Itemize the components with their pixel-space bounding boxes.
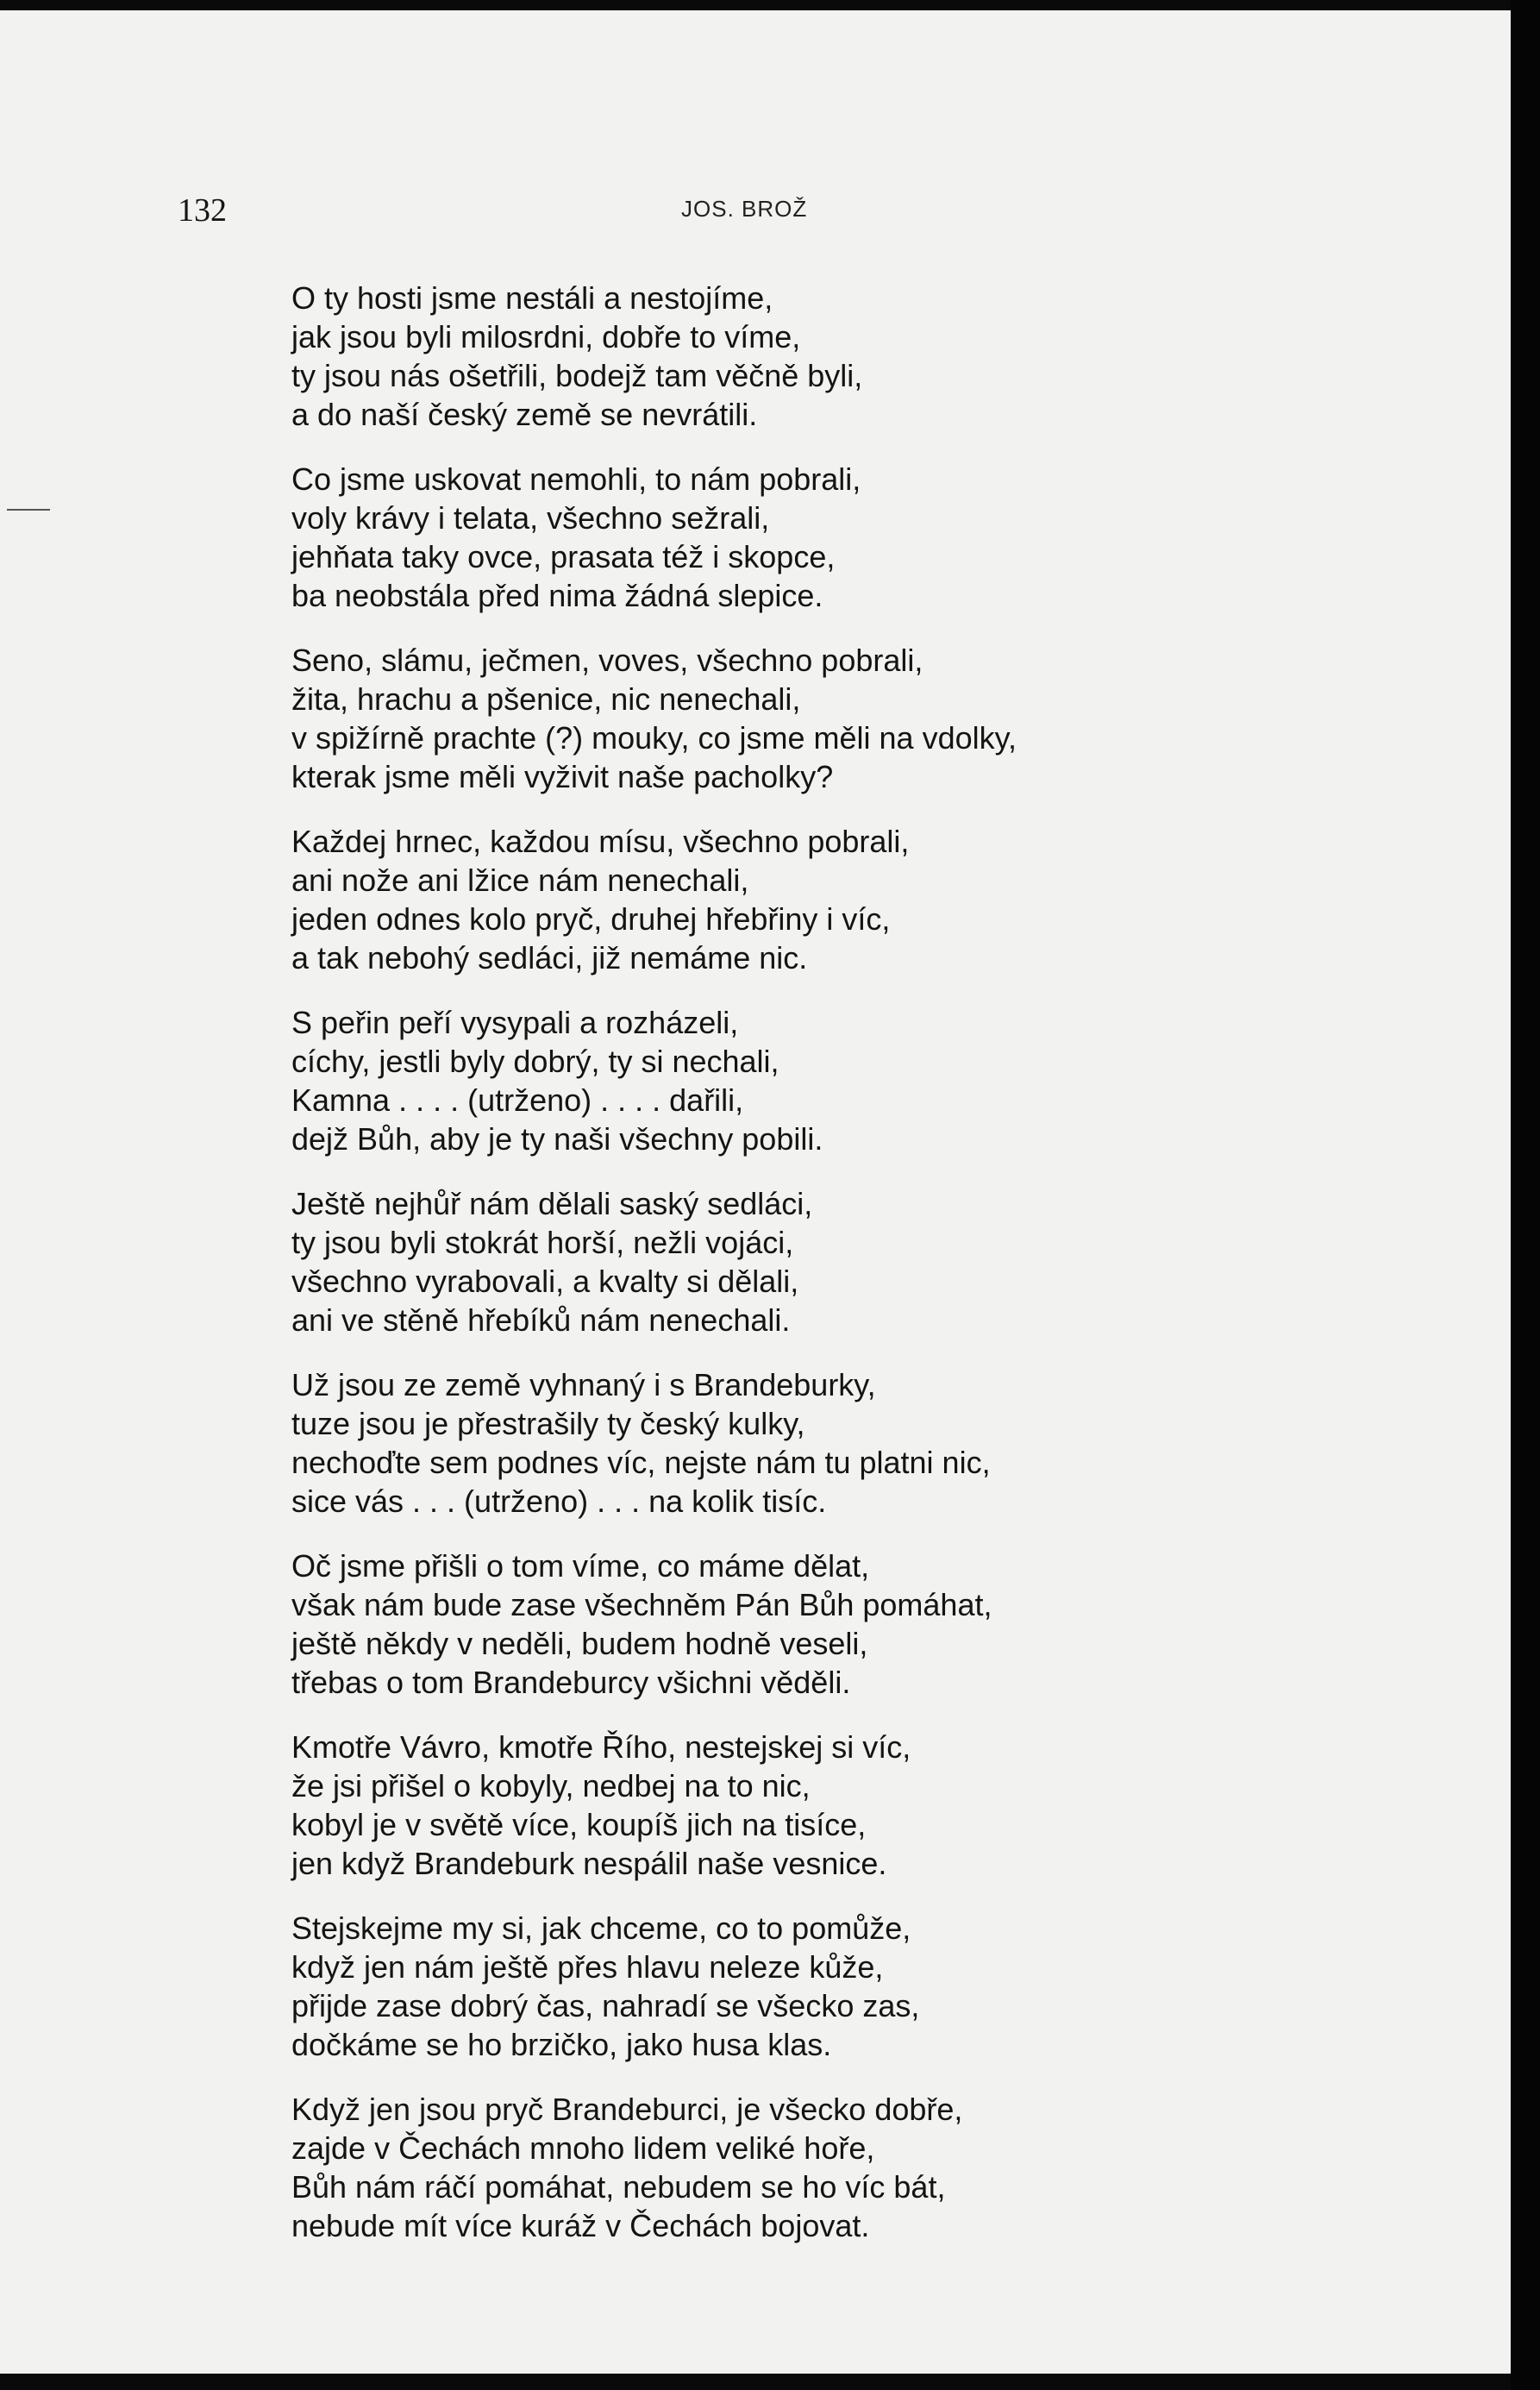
poem-line: jehňata taky ovce, prasata též i skopce, <box>291 539 836 574</box>
stanza <box>291 1546 1257 1702</box>
poem-line: nebude mít více kuráž v Čechách bojovat. <box>291 2208 870 2243</box>
poem-line: přijde zase dobrý čas, nahradí se všecko zas, <box>291 1988 920 2023</box>
stanza <box>291 1365 1257 1521</box>
poem-line: jeden odnes kolo pryč, druhej hřebřiny i víc, <box>291 901 891 937</box>
poem-line: že jsi přišel o kobyly, nedbej na to nic, <box>291 1768 811 1803</box>
scan-edge <box>1511 0 1540 2390</box>
poem-line: nechoďte sem podnes víc, nejste nám tu platni nic, <box>291 1445 991 1480</box>
poem-line: ty jsou nás ošetřili, bodejž tam věčně byli, <box>291 358 863 393</box>
poem-line: a do naší český země se nevrátili. <box>291 397 758 432</box>
poem-line: Kamna . . . . (utrženo) . . . . dařili, <box>291 1082 744 1118</box>
poem-line: ani ve stěně hřebíků nám nenechali. <box>291 1302 791 1338</box>
poem-line: Seno, slámu, ječmen, voves, všechno pobrali, <box>291 643 923 678</box>
book-page <box>0 10 1511 2374</box>
poem-line: Co jsme uskovat nemohli, to nám pobrali, <box>291 461 861 497</box>
poem-line: žita, hrachu a pšenice, nic nenechali, <box>291 681 801 717</box>
poem-line: třebas o tom Brandeburcy všichni věděli. <box>291 1665 851 1700</box>
poem-line: Ještě nejhůř nám dělali saský sedláci, <box>291 1186 813 1221</box>
poem-line: kobyl je v světě více, koupíš jich na tisíce, <box>291 1807 867 1842</box>
poem-line: Oč jsme přišli o tom víme, co máme dělat, <box>291 1548 870 1584</box>
poem-line: všechno vyrabovali, a kvalty si dělali, <box>291 1264 799 1299</box>
poem-line: dejž Bůh, aby je ty naši všechny pobili. <box>291 1121 823 1157</box>
poem-line: jen když Brandeburk nespálil naše vesnice. <box>291 1846 887 1881</box>
stanza <box>291 2090 1257 2245</box>
poem-line: ba neobstála před nima žádná slepice. <box>291 578 823 613</box>
poem-line: Každej hrnec, každou mísu, všechno pobrali, <box>291 824 910 859</box>
poem-line: voly krávy i telata, všechno sežrali, <box>291 500 770 536</box>
stanza <box>291 1728 1257 1883</box>
poem-line: zajde v Čechách mnoho lidem veliké hoře, <box>291 2130 875 2166</box>
poem-line: ty jsou byli stokrát horší, nežli vojáci, <box>291 1225 794 1260</box>
page-header <box>0 191 1511 229</box>
running-head: JOS. BROŽ <box>681 196 808 222</box>
margin-mark <box>7 509 50 511</box>
page-number: 132 <box>178 192 227 229</box>
poem-line: tuze jsou je přestrašily ty český kulky, <box>291 1406 805 1441</box>
poem-line: ani nože ani lžice nám nenechali, <box>291 863 749 898</box>
poem-line: v spižírně prachte (?) mouky, co jsme měli na vdolky, <box>291 720 1017 756</box>
poem-line: Stejskejme my si, jak chceme, co to pomůže, <box>291 1910 911 1946</box>
stanza <box>291 641 1257 796</box>
stanza <box>291 1184 1257 1339</box>
poem-line: S peřin peří vysypali a rozházeli, <box>291 1005 739 1040</box>
poem-line: O ty hosti jsme nestáli a nestojíme, <box>291 280 773 316</box>
poem-line: Bůh nám ráčí pomáhat, nebudem se ho víc bát, <box>291 2169 946 2205</box>
poem-line: ještě někdy v neděli, budem hodně veseli, <box>291 1626 868 1661</box>
stanza <box>291 1909 1257 2064</box>
poem-body <box>291 279 1257 2271</box>
stanza <box>291 279 1257 434</box>
poem-line: dočkáme se ho brzičko, jako husa klas. <box>291 2027 832 2062</box>
stanza <box>291 460 1257 615</box>
stanza <box>291 822 1257 977</box>
stanza <box>291 1003 1257 1158</box>
poem-line: sice vás . . . (utrženo) . . . na kolik tisíc. <box>291 1484 827 1519</box>
poem-line: Kmotře Vávro, kmotře Řího, nestejskej si víc, <box>291 1729 911 1765</box>
poem-line: když jen nám ještě přes hlavu neleze kůže, <box>291 1949 884 1985</box>
poem-line: však nám bude zase všechněm Pán Bůh pomáhat, <box>291 1587 992 1622</box>
poem-line: cíchy, jestli byly dobrý, ty si nechali, <box>291 1044 779 1079</box>
poem-line: Když jen jsou pryč Brandeburci, je všecko dobře, <box>291 2092 963 2127</box>
poem-line: a tak nebohý sedláci, již nemáme nic. <box>291 940 808 975</box>
poem-line: jak jsou byli milosrdni, dobře to víme, <box>291 319 801 354</box>
poem-line: kterak jsme měli vyživit naše pacholky? <box>291 759 834 794</box>
poem-line: Už jsou ze země vyhnaný i s Brandeburky, <box>291 1367 876 1402</box>
